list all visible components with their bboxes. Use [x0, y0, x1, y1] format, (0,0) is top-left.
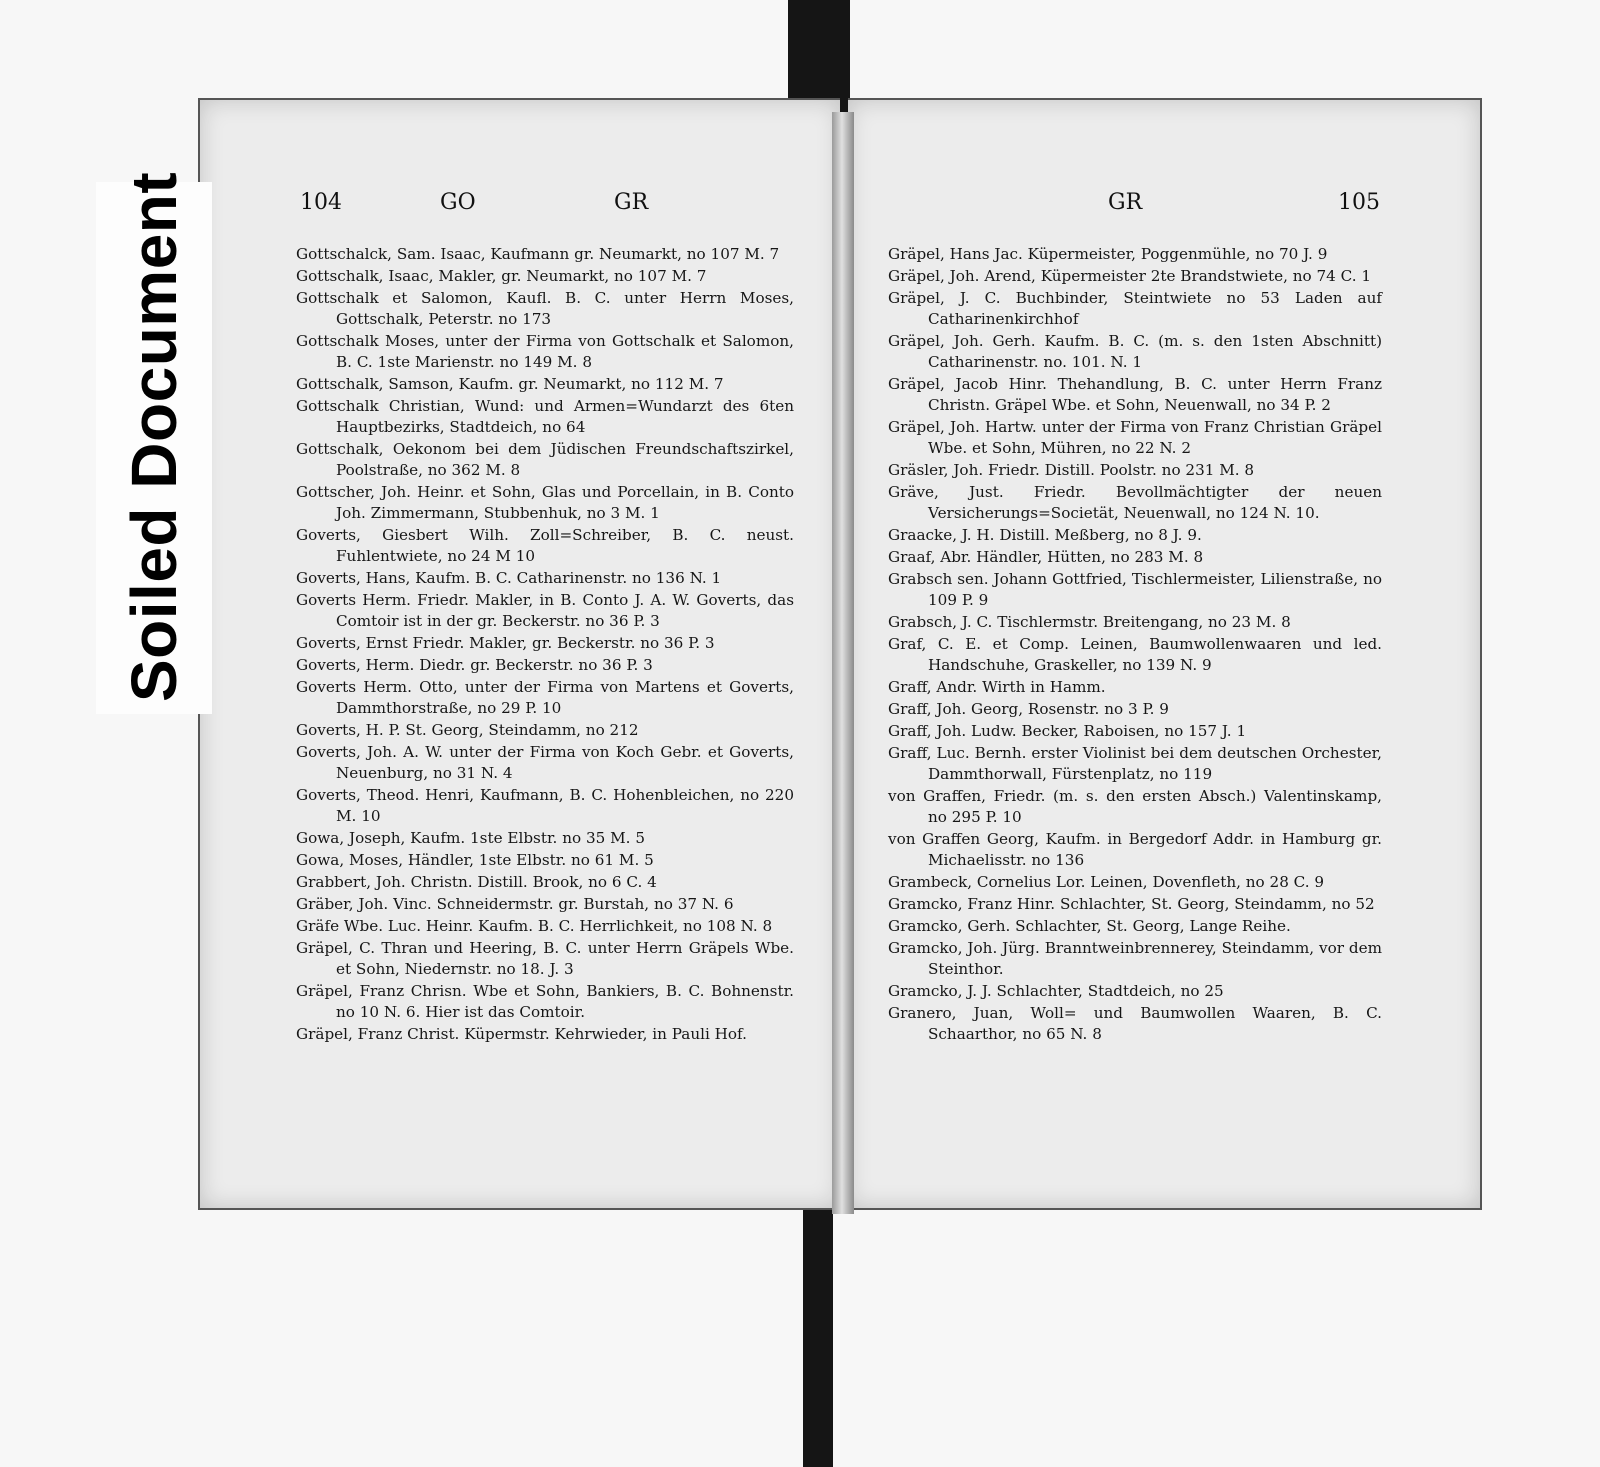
list-item: Gottschalk, Samson, Kaufm. gr. Neumarkt, no 112 M. 7	[296, 375, 724, 393]
list-item: von Graffen, Friedr. (m. s. den ersten Absch.) Valentinskamp, no 295 P. 10	[888, 787, 1382, 826]
right-page-number: 105	[1338, 190, 1380, 215]
list-item: Gottschalk et Salomon, Kaufl. B. C. unter Herrn Moses, Gottschalk, Peterstr. no 173	[296, 289, 794, 328]
list-item: Gramcko, Franz Hinr. Schlachter, St. Georg, Steindamm, no 52	[888, 895, 1375, 913]
list-item: Gräpel, Joh. Hartw. unter der Firma von Franz Christian Gräpel Wbe. et Sohn, Mühren, no 22 N. 2	[888, 418, 1382, 457]
list-item: Goverts, Theod. Henri, Kaufmann, B. C. Hohenbleichen, no 220 M. 10	[296, 786, 794, 825]
list-item: Gräpel, J. C. Buchbinder, Steintwiete no 53 Laden auf Catharinenkirchhof	[888, 289, 1382, 328]
list-item: Gräpel, Franz Christ. Küpermstr. Kehrwieder, in Pauli Hof.	[296, 1025, 747, 1043]
list-item: Gräve, Just. Friedr. Bevollmächtigter der neuen Versicherungs=Societät, Neuenwall, no 124 N. 10.	[888, 483, 1382, 522]
list-item: Graff, Andr. Wirth in Hamm.	[888, 678, 1106, 696]
list-item: Graff, Joh. Ludw. Becker, Raboisen, no 157 J. 1	[888, 722, 1247, 740]
list-item: Graaf, Abr. Händler, Hütten, no 283 M. 8	[888, 548, 1204, 566]
list-item: Gräpel, Franz Chrisn. Wbe et Sohn, Bankiers, B. C. Bohnenstr. no 10 N. 6. Hier ist das Comtoir.	[296, 982, 794, 1021]
list-item: Gowa, Joseph, Kaufm. 1ste Elbstr. no 35 M. 5	[296, 829, 645, 847]
left-header-gr: GR	[614, 190, 649, 215]
list-item: Gräpel, Joh. Gerh. Kaufm. B. C. (m. s. den 1sten Abschnitt) Catharinenstr. no. 101. N. 1	[888, 332, 1382, 371]
list-item: Granero, Juan, Woll= und Baumwollen Waaren, B. C. Schaarthor, no 65 N. 8	[888, 1004, 1382, 1043]
list-item: Gräpel, Jacob Hinr. Thehandlung, B. C. unter Herrn Franz Christn. Gräpel Wbe. et Sohn, Neuenwall, no 34 P. 2	[888, 375, 1382, 414]
list-item: Goverts, Herm. Diedr. gr. Beckerstr. no 36 P. 3	[296, 656, 653, 674]
soiled-document-label: Soiled Document	[118, 171, 190, 702]
list-item: Gramcko, Gerh. Schlachter, St. Georg, Lange Reihe.	[888, 917, 1291, 935]
list-item: Gottschalk Moses, unter der Firma von Gottschalk et Salomon, B. C. 1ste Marienstr. no 149 M. 8	[296, 332, 794, 371]
list-item: Gottschalk, Oekonom bei dem Jüdischen Freundschaftszirkel, Poolstraße, no 362 M. 8	[296, 440, 794, 479]
list-item: Gowa, Moses, Händler, 1ste Elbstr. no 61 M. 5	[296, 851, 654, 869]
list-item: Goverts, Hans, Kaufm. B. C. Catharinenstr. no 136 N. 1	[296, 569, 722, 587]
list-item: Gottschalk, Isaac, Makler, gr. Neumarkt, no 107 M. 7	[296, 267, 707, 285]
list-item: Graff, Luc. Bernh. erster Violinist bei dem deutschen Orchester, Dammthorwall, Fürstenplatz, no 119	[888, 744, 1382, 783]
list-item: Gräsler, Joh. Friedr. Distill. Poolstr. no 231 M. 8	[888, 461, 1255, 479]
list-item: Gottschalk Christian, Wund: und Armen=Wundarzt des 6ten Hauptbezirks, Stadtdeich, no 64	[296, 397, 794, 436]
book-gutter	[832, 112, 854, 1214]
list-item: Graf, C. E. et Comp. Leinen, Baumwollenwaaren und led. Handschuhe, Graskeller, no 139 N. 9	[888, 635, 1382, 674]
list-item: Graff, Joh. Georg, Rosenstr. no 3 P. 9	[888, 700, 1169, 718]
left-page-number: 104	[300, 190, 342, 215]
list-item: Goverts, Giesbert Wilh. Zoll=Schreiber, B. C. neust. Fuhlentwiete, no 24 M 10	[296, 526, 794, 565]
left-header-go: GO	[440, 190, 476, 215]
list-item: Gräpel, Hans Jac. Küpermeister, Poggenmühle, no 70 J. 9	[888, 245, 1328, 263]
list-item: Gramcko, J. J. Schlachter, Stadtdeich, no 25	[888, 982, 1224, 1000]
list-item: Gräber, Joh. Vinc. Schneidermstr. gr. Burstah, no 37 N. 6	[296, 895, 734, 913]
bottom-binding-strap	[803, 1204, 833, 1467]
list-item: Goverts Herm. Otto, unter der Firma von Martens et Goverts, Dammthorstraße, no 29 P. 10	[296, 678, 794, 717]
left-entry-list	[296, 244, 794, 1045]
list-item: Goverts, Ernst Friedr. Makler, gr. Beckerstr. no 36 P. 3	[296, 634, 715, 652]
list-item: von Graffen Georg, Kaufm. in Bergedorf Addr. in Hamburg gr. Michaelisstr. no 136	[888, 830, 1382, 869]
list-item: Graacke, J. H. Distill. Meßberg, no 8 J. 9.	[888, 526, 1202, 544]
list-item: Gottschalck, Sam. Isaac, Kaufmann gr. Neumarkt, no 107 M. 7	[296, 245, 780, 263]
list-item: Gräpel, C. Thran und Heering, B. C. unter Herrn Gräpels Wbe. et Sohn, Niedernstr. no 18. J. 3	[296, 939, 794, 978]
list-item: Grambeck, Cornelius Lor. Leinen, Dovenfleth, no 28 C. 9	[888, 873, 1325, 891]
list-item: Goverts, Joh. A. W. unter der Firma von Koch Gebr. et Goverts, Neuenburg, no 31 N. 4	[296, 743, 794, 782]
list-item: Goverts Herm. Friedr. Makler, in B. Conto J. A. W. Goverts, das Comtoir ist in der gr. Beckerstr. no 36 P. 3	[296, 591, 794, 630]
list-item: Goverts, H. P. St. Georg, Steindamm, no 212	[296, 721, 639, 739]
list-item: Grabsch sen. Johann Gottfried, Tischlermeister, Lilienstraße, no 109 P. 9	[888, 570, 1382, 609]
right-header-gr: GR	[1108, 190, 1143, 215]
list-item: Gramcko, Joh. Jürg. Branntweinbrennerey, Steindamm, vor dem Steinthor.	[888, 939, 1382, 978]
list-item: Gottscher, Joh. Heinr. et Sohn, Glas und Porcellain, in B. Conto Joh. Zimmermann, Stubbenhuk, no 3 M. 1	[296, 483, 794, 522]
list-item: Grabbert, Joh. Christn. Distill. Brook, no 6 C. 4	[296, 873, 657, 891]
right-entry-list	[888, 244, 1382, 1045]
list-item: Gräfe Wbe. Luc. Heinr. Kaufm. B. C. Herrlichkeit, no 108 N. 8	[296, 917, 773, 935]
list-item: Gräpel, Joh. Arend, Küpermeister 2te Brandstwiete, no 74 C. 1	[888, 267, 1372, 285]
list-item: Grabsch, J. C. Tischlermstr. Breitengang, no 23 M. 8	[888, 613, 1291, 631]
